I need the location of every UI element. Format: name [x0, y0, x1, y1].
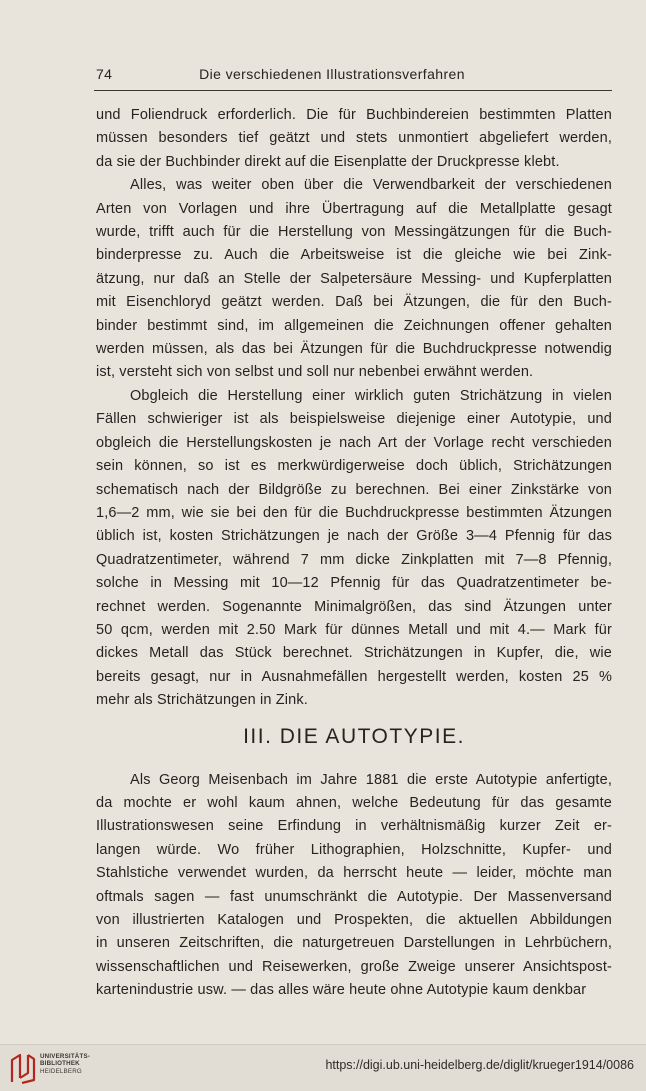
body-text — [96, 104, 612, 1003]
running-title: Die verschiedenen Illustrationsverfahren — [199, 66, 465, 82]
text-line: Arten von Vorlagen und ihre Übertragung auf die Metallplatte gesagt — [96, 200, 612, 217]
text-line: Illustrationswesen seine Erfindung in verhältnismäßig kurzer Zeit er- — [96, 818, 612, 835]
paragraphs-after-heading — [96, 769, 612, 1003]
text-line: ätzung, nur daß an Stelle der Salpetersäure Messing- und Kupferplatten — [96, 270, 612, 287]
library-name-line: HEIDELBERG — [40, 1067, 82, 1075]
text-line: binderpresse zu. Auch die Arbeitsweise ist die gleiche wie bei Zink- — [96, 247, 612, 264]
paragraphs-before-heading — [96, 104, 612, 713]
text-line: Quadratzentimeter, während 7 mm dicke Zinkplatten mit 7—8 Pfennig, — [96, 551, 612, 568]
paragraph — [96, 769, 612, 1003]
text-line: Fällen schwieriger ist als beispielsweise diejenige einer Autotypie, und — [96, 411, 612, 428]
text-line: Alles, was weiter oben über die Verwendbarkeit der verschiedenen — [130, 177, 612, 194]
text-line: schematisch nach der Bildgröße zu berechnen. Bei einer Zinkstärke von — [96, 481, 612, 498]
university-library-logo-icon — [8, 1052, 36, 1084]
text-line: oftmals sagen — fast unumschränkt die Autotypie. Der Massenversand — [96, 888, 612, 905]
text-line: rechnet werden. Sogenannte Minimalgrößen, das sind Ätzungen unter — [96, 598, 612, 615]
library-name-line: UNIVERSITÄTS- — [40, 1053, 91, 1060]
text-line: binder bestimmt sind, im allgemeinen die Zeichnungen offener gehalten — [96, 317, 612, 334]
library-name-line: BIBLIOTHEK — [40, 1060, 80, 1068]
text-line: 50 qcm, werden mit 2.50 Mark für dünnes Metall und mit 4.— Mark für — [96, 621, 612, 638]
text-line: üblich ist, kosten Strichätzungen je nach der Größe 3—4 Pfennig für das — [96, 528, 612, 545]
text-line: Stahlstiche verwendet wurden, da herrscht heute — leider, möchte man — [96, 865, 612, 882]
text-line: werden müssen, als das bei Ätzungen für die Buchdruckpresse notwendig — [96, 341, 612, 358]
text-line: bereits gesagt, nur in Ausnahmefällen hergestellt werden, kosten 25 % — [96, 668, 612, 685]
text-line: wurde, trifft auch für die Herstellung von Messingätzungen für die Buch- — [96, 224, 612, 241]
page-number: 74 — [96, 66, 113, 82]
section-heading: III. DIE AUTOTYPIE. — [243, 724, 465, 748]
text-line: solche in Messing mit 10—12 Pfennig für das Quadratzentimeter be- — [96, 575, 612, 592]
text-line: 1,6—2 mm, wie sie bei den für die Buchdruckpresse bestimmten Ätzungen — [96, 504, 612, 521]
text-line: Als Georg Meisenbach im Jahre 1881 die erste Autotypie anfertigte, — [130, 771, 612, 788]
text-line: langen würde. Wo früher Lithographien, Holzschnitte, Kupfer- und — [96, 841, 612, 858]
running-header — [96, 66, 558, 82]
text-line: mit Eisenchloryd geätzt werden. Daß bei Ätzungen, die für den Buch- — [96, 294, 612, 311]
text-line: in unseren Zeitschriften, die naturgetreuen Darstellungen in Lehrbüchern, — [96, 935, 612, 952]
text-line: da mochte er wohl kaum ahnen, welche Bedeutung für das gesamte — [96, 794, 612, 811]
text-line: und Foliendruck erforderlich. Die für Buchbindereien bestimmten Platten — [96, 107, 612, 123]
footer-bar — [0, 1044, 646, 1091]
text-line: von illustrierten Katalogen und Prospekten, die aktuellen Abbildungen — [96, 912, 612, 928]
header-rule — [94, 90, 612, 91]
text-line: wissenschaftlichen und Reisewerken, große Zweige unserer Ansichtspost- — [96, 958, 612, 975]
paragraph — [96, 104, 612, 174]
source-url-link[interactable]: https://digi.ub.uni-heidelberg.de/diglit/krueger1914/0086 — [325, 1058, 634, 1072]
text-line: obgleich die Herstellungskosten je nach Art der Vorlage recht verschieden — [96, 434, 612, 451]
text-line: da sie der Buchbinder direkt auf die Eisenplatte der Druckpresse klebt. — [96, 153, 560, 170]
text-line: mehr als Strichätzungen in Zink. — [96, 692, 308, 709]
paragraph — [96, 385, 612, 713]
text-line: Obgleich die Herstellung einer wirklich guten Strichätzung in vielen — [130, 387, 612, 404]
text-line: sein können, so ist es merkwürdigerweise doch üblich, Strichätzungen — [96, 458, 612, 475]
text-line: dickes Metall das Stück berechnet. Strichätzungen in Kupfer, die, wie — [96, 645, 612, 662]
text-line: müssen besonders tief geätzt und stets unmontiert abgeliefert werden, — [96, 130, 612, 147]
paragraph — [96, 174, 612, 385]
text-line: kartenindustrie usw. — das alles wäre heute ohne Autotypie kaum denkbar — [96, 982, 587, 999]
text-line: ist, versteht sich von selbst und soll nur nebenbei erwähnt werden. — [96, 364, 534, 381]
library-name — [40, 1053, 90, 1075]
